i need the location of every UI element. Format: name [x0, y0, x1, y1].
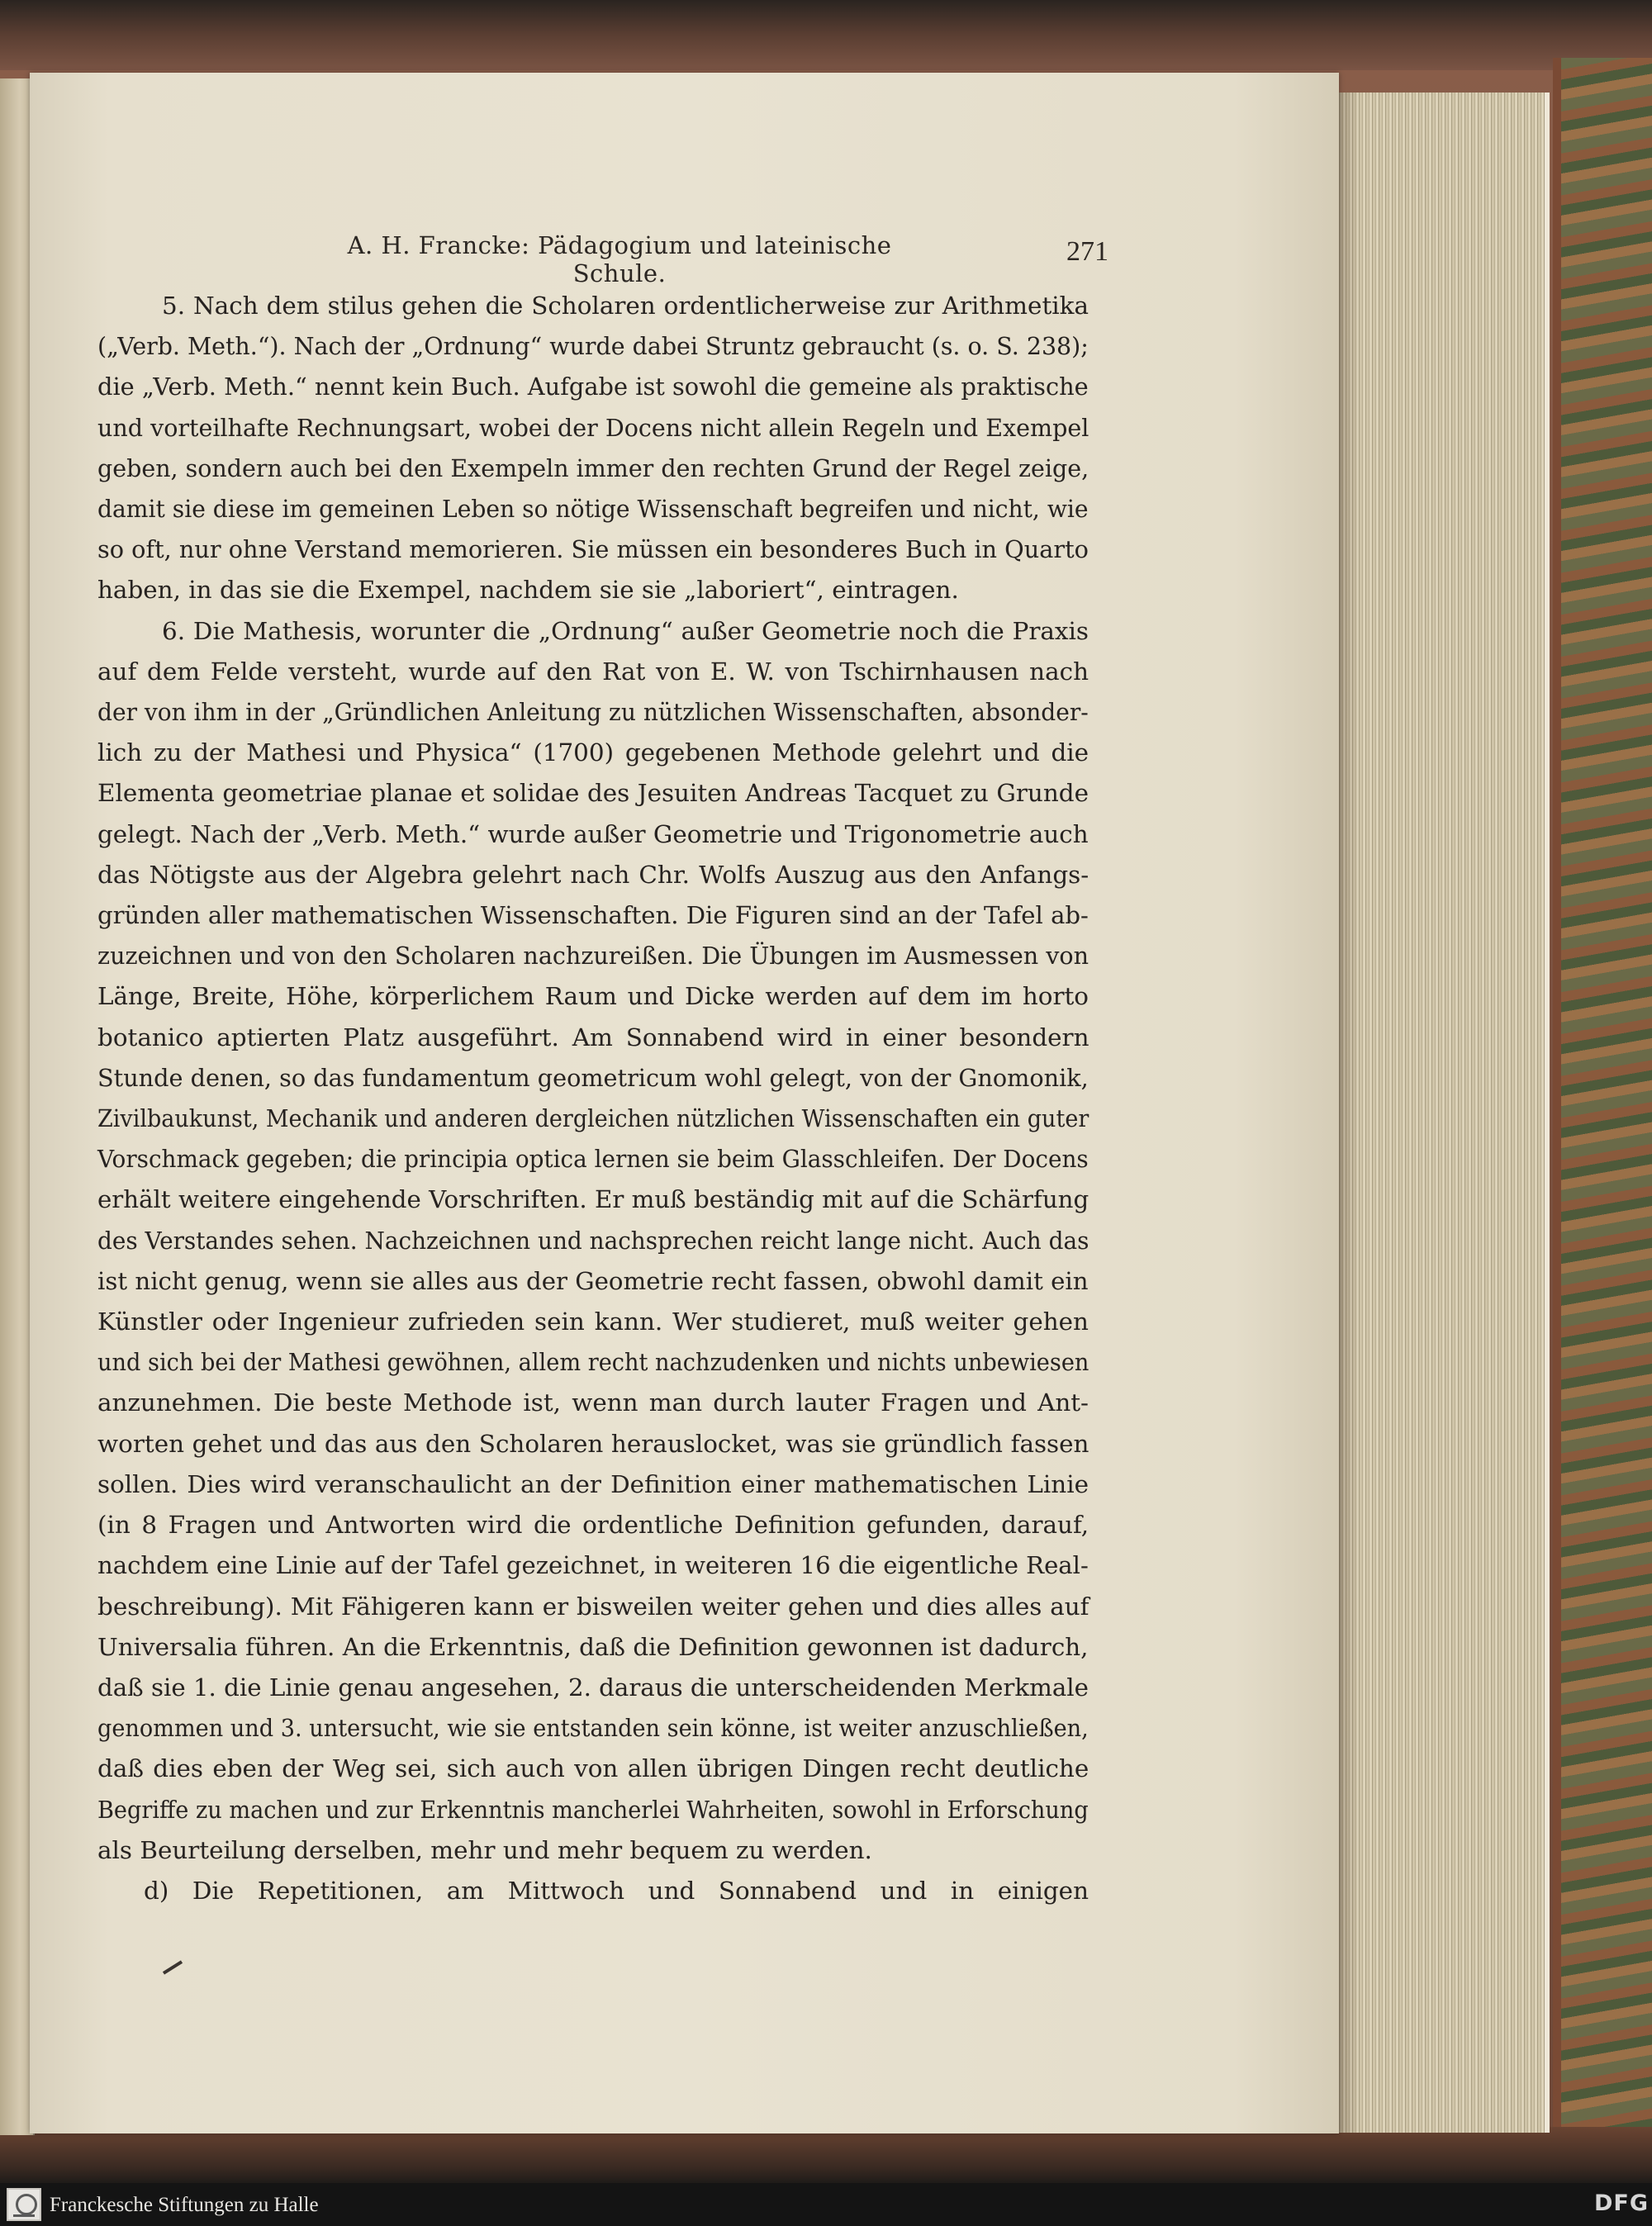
- page-block-edges: [1327, 93, 1550, 2133]
- text-line: genommen und 3. untersucht, wie sie entstanden sein könne, ist weiter anzuschließen,: [97, 1714, 1089, 1743]
- page-number: 271: [1066, 236, 1108, 267]
- text-line: geben, sondern auch bei den Exempeln immer den rechten Grund der Regel zeige,: [97, 453, 1089, 482]
- text-line: (in 8 Fragen und Antworten wird die ordentliche Definition gefunden, darauf,: [97, 1511, 1089, 1540]
- text-line: und sich bei der Mathesi gewöhnen, allem recht nachzudenken und nichts unbewiesen: [97, 1348, 1089, 1377]
- franckesche-stiftungen-logo-icon: [7, 2188, 41, 2221]
- text-line: Zivilbaukunst, Mechanik und anderen dergleichen nützlichen Wissenschaften ein guter: [97, 1104, 1089, 1133]
- text-line: anzunehmen. Die beste Methode ist, wenn man durch lauter Fragen und Ant-: [97, 1388, 1089, 1417]
- text-line: haben, in das sie die Exempel, nachdem sie sie „laboriert“, eintragen.: [97, 576, 959, 605]
- text-line: Universalia führen. An die Erkenntnis, daß die Definition gewonnen ist dadurch,: [97, 1632, 1089, 1661]
- text-line: die „Verb. Meth.“ nennt kein Buch. Aufgabe ist sowohl die gemeine als praktische: [97, 373, 1089, 401]
- text-line: daß sie 1. die Linie genau angesehen, 2. daraus die unterscheidenden Merkmale: [97, 1673, 1089, 1702]
- text-line: Elementa geometriae planae et solidae des Jesuiten Andreas Tacquet zu Grunde: [97, 779, 1089, 808]
- text-line: gründen aller mathematischen Wissenschaften. Die Figuren sind an der Tafel ab-: [97, 901, 1089, 930]
- text-line: Vorschmack gegeben; die principia optica lernen sie beim Glasschleifen. Der Docens: [97, 1145, 1089, 1174]
- text-line: erhält weitere eingehende Vorschriften. Er muß beständig mit auf die Schärfung: [97, 1185, 1089, 1214]
- text-line: Stunde denen, so das fundamentum geometricum wohl gelegt, von der Gnomonik,: [97, 1063, 1089, 1092]
- text-line: zuzeichnen und von den Scholaren nachzureißen. Die Übungen im Ausmessen von: [97, 942, 1089, 971]
- text-line: 6. Die Mathesis, worunter die „Ordnung“ außer Geometrie noch die Praxis: [162, 616, 1089, 645]
- institution-label: Franckesche Stiftungen zu Halle: [50, 2194, 319, 2216]
- text-line: lich zu der Mathesi und Physica“ (1700) gegebenen Methode gelehrt und die: [97, 738, 1089, 767]
- text-line: so oft, nur ohne Verstand memorieren. Sie müssen ein besonderes Buch in Quarto: [97, 535, 1089, 564]
- text-line: das Nötigste aus der Algebra gelehrt nach Chr. Wolfs Auszug aus den Anfangs-: [97, 860, 1089, 889]
- text-line: als Beurteilung derselben, mehr und mehr bequem zu werden.: [97, 1835, 872, 1864]
- marbled-cover-board: [1553, 58, 1652, 2139]
- running-head: A. H. Francke: Pädagogium und lateinische Schule.: [347, 231, 892, 287]
- text-line: daß dies eben der Weg sei, sich auch von allen übrigen Dingen recht deutliche: [97, 1754, 1089, 1783]
- text-line: beschreibung). Mit Fähigeren kann er bisweilen weiter gehen und dies alles auf: [97, 1592, 1089, 1621]
- text-line: der von ihm in der „Gründlichen Anleitung zu nützlichen Wissenschaften, absonder-: [97, 698, 1089, 727]
- text-line: worten gehet und das aus den Scholaren herauslocket, was sie gründlich fassen: [97, 1429, 1089, 1458]
- text-line: d) Die Repetitionen, am Mittwoch und Sonnabend und in einigen: [144, 1876, 1089, 1905]
- binding-top-edge: [0, 0, 1652, 70]
- text-line: botanico aptierten Platz ausgeführt. Am Sonnabend wird in einer besondern: [97, 1023, 1089, 1051]
- text-line: 5. Nach dem stilus gehen die Scholaren ordentlicherweise zur Arithmetika: [162, 292, 1089, 320]
- dfg-logo: DFG: [1594, 2190, 1650, 2216]
- text-line: sollen. Dies wird veranschaulicht an der Definition einer mathematischen Linie: [97, 1469, 1089, 1498]
- text-line: („Verb. Meth.“). Nach der „Ordnung“ wurde dabei Struntz gebraucht (s. o. S. 238);: [97, 332, 1089, 361]
- text-line: Künstler oder Ingenieur zufrieden sein kann. Wer studieret, muß weiter gehen: [97, 1308, 1089, 1336]
- text-line: Begriffe zu machen und zur Erkenntnis mancherlei Wahrheiten, sowohl in Erforschung: [97, 1795, 1089, 1824]
- text-line: Länge, Breite, Höhe, körperlichem Raum und Dicke werden auf dem im horto: [97, 982, 1089, 1011]
- text-line: gelegt. Nach der „Verb. Meth.“ wurde außer Geometrie und Trigonometrie auch: [97, 819, 1089, 848]
- page-body-text: [97, 286, 1089, 1911]
- text-line: damit sie diese im gemeinen Leben so nötige Wissenschaft begreifen und nicht, wie: [97, 495, 1089, 524]
- binding-bottom-edge: [0, 2127, 1652, 2185]
- text-line: nachdem eine Linie auf der Tafel gezeichnet, in weiteren 16 die eigentliche Real-: [97, 1551, 1089, 1580]
- text-line: ist nicht genug, wenn sie alles aus der Geometrie recht fassen, obwohl damit ein: [97, 1266, 1089, 1295]
- text-line: und vorteilhafte Rechnungsart, wobei der Docens nicht allein Regeln und Exempel: [97, 413, 1089, 442]
- text-line: auf dem Felde versteht, wurde auf den Rat von E. W. von Tschirnhausen nach: [97, 657, 1089, 686]
- text-line: des Verstandes sehen. Nachzeichnen und nachsprechen reicht lange nicht. Auch das: [97, 1226, 1089, 1255]
